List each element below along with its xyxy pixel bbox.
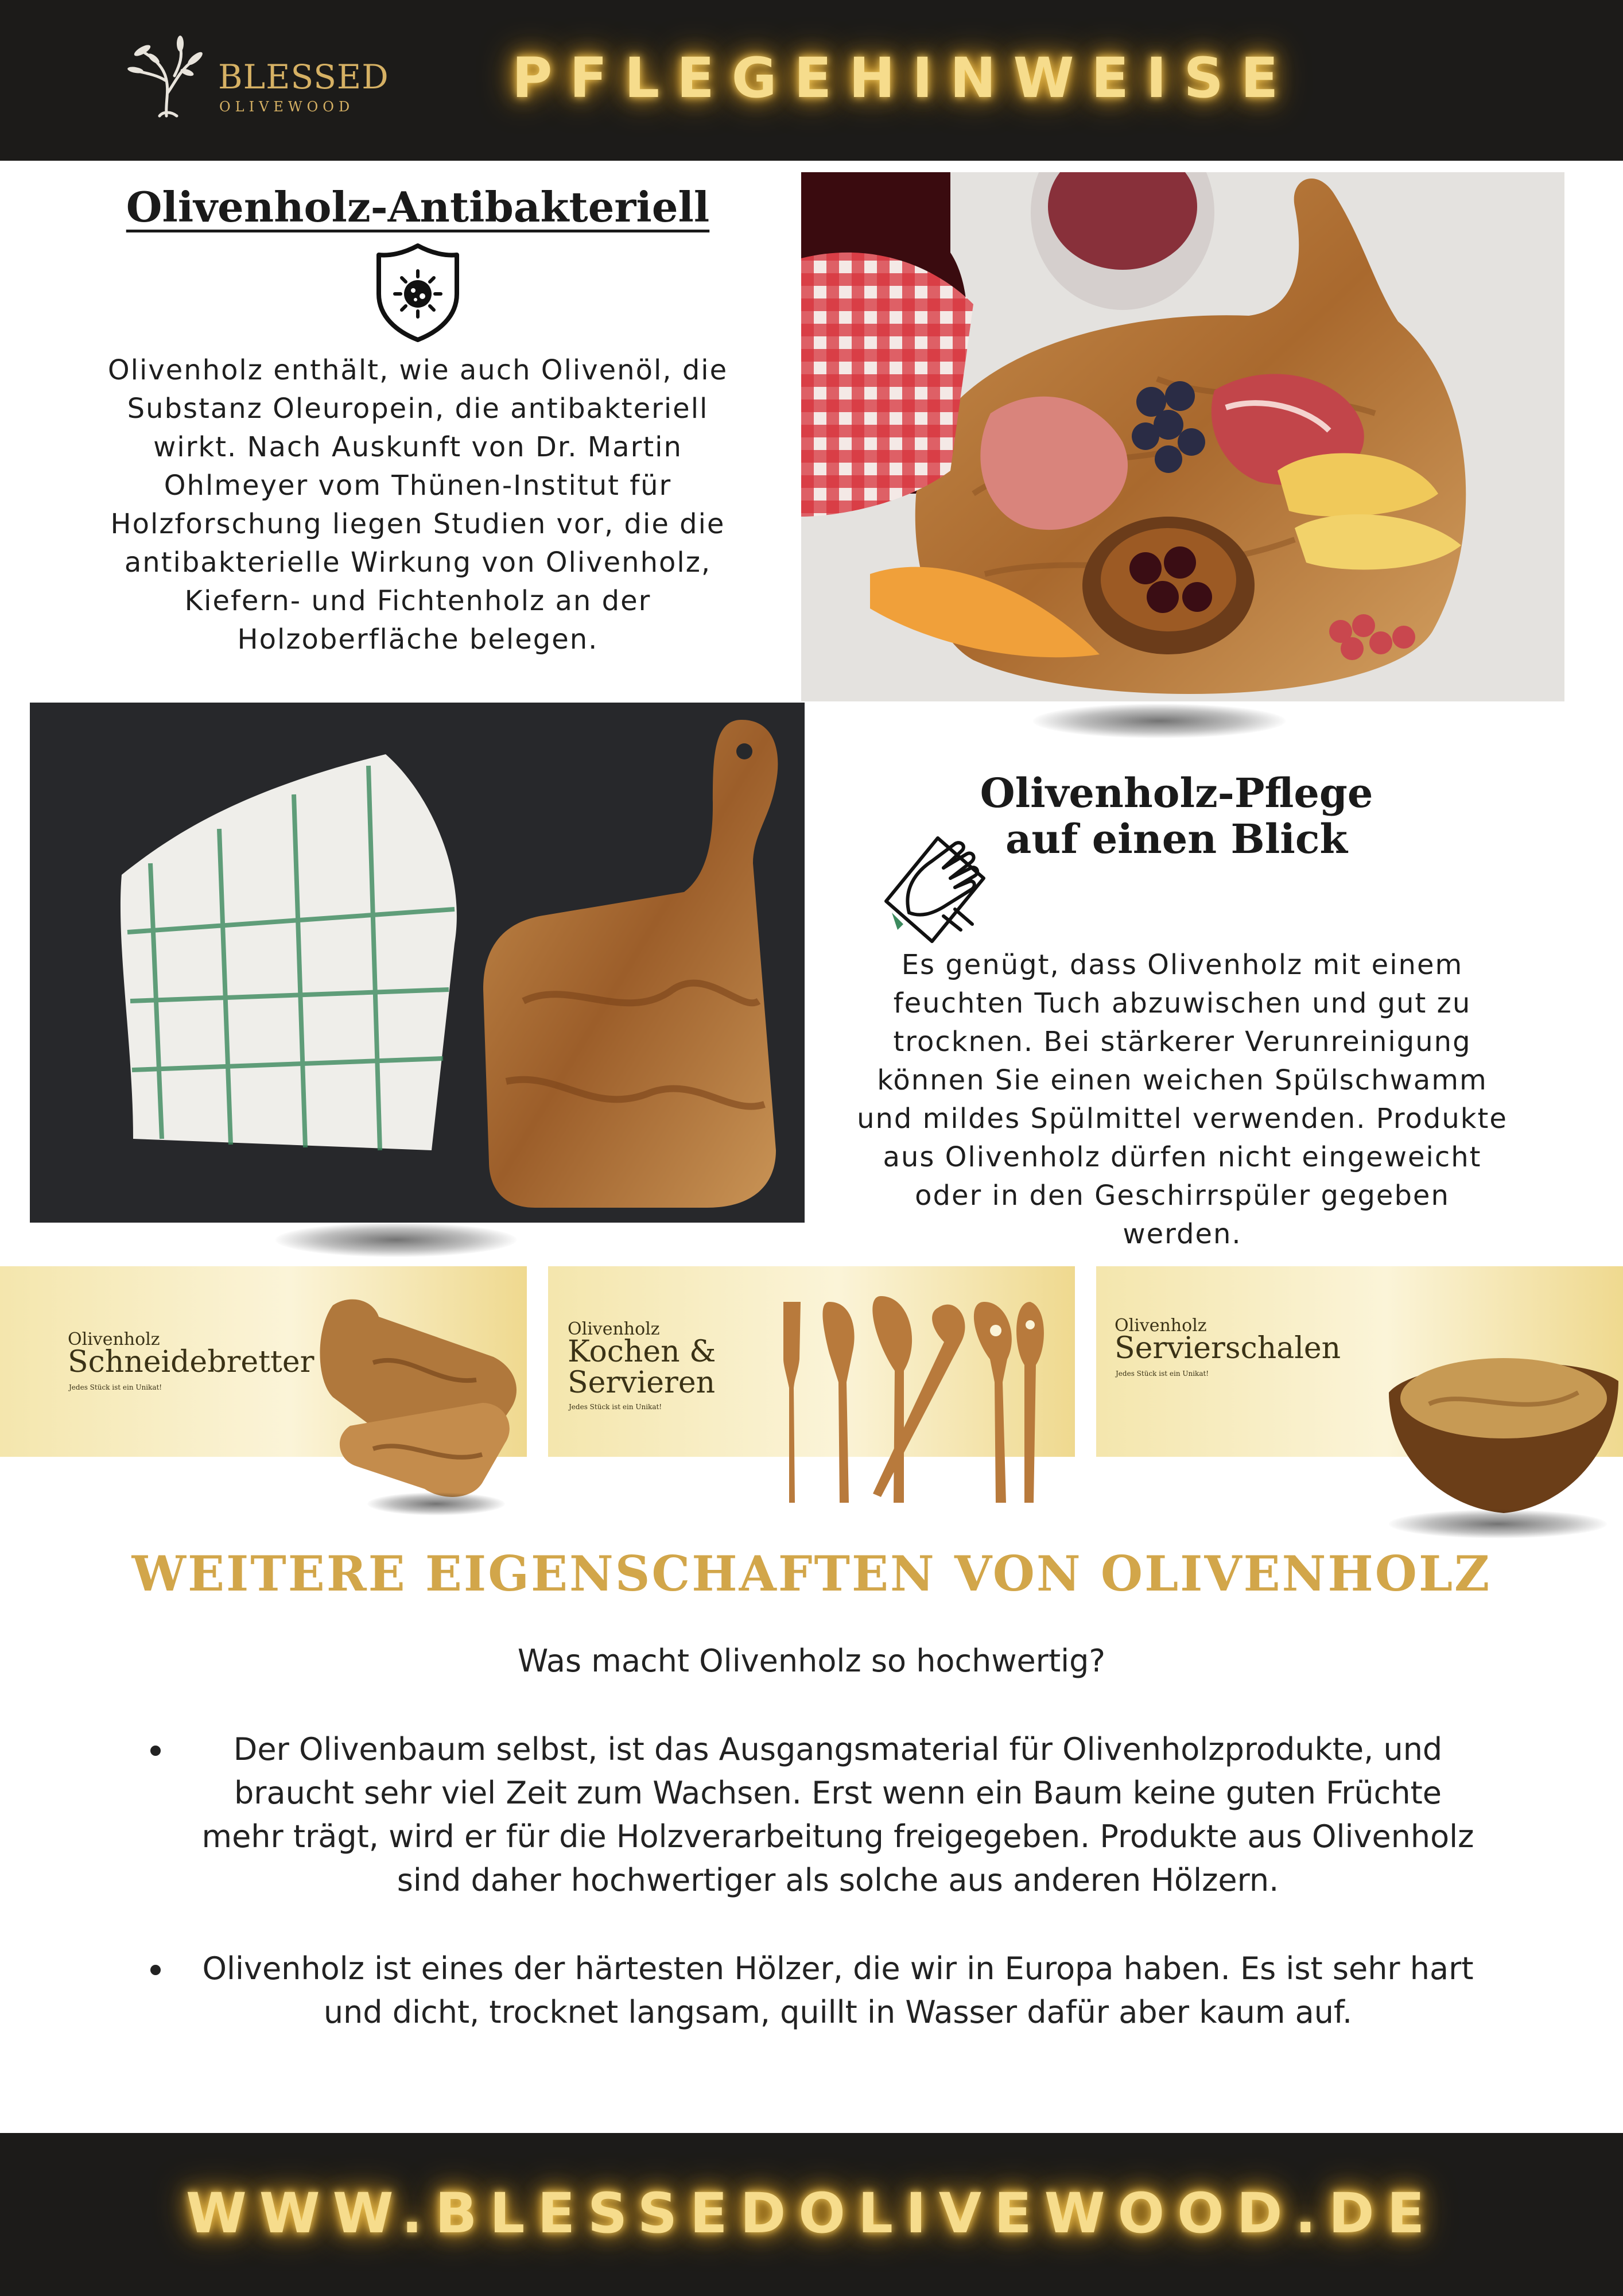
towel-and-cutting-board-photo: [30, 703, 805, 1223]
bullet-marker: [150, 1746, 161, 1756]
photo-shadow: [275, 1223, 517, 1257]
care-heading-line2: auf einen Blick: [1005, 815, 1348, 863]
category-kicker: Olivenholz: [1115, 1316, 1207, 1336]
antibacterial-heading: Olivenholz-Antibakteriell: [126, 183, 710, 231]
property-bullet: Olivenholz ist eines der härtesten Hölzer, die wir in Europa haben. Es ist sehr hart und dicht, trocknet langsam, quillt in Wasser dafür aber kaum auf.: [202, 1950, 1474, 2030]
page-title: PFLEGEHINWEISE: [512, 46, 1296, 110]
category-title: Servierschalen: [1115, 1331, 1341, 1366]
category-banner-cooking-serving[interactable]: [548, 1266, 1075, 1457]
care-heading: [884, 770, 1469, 862]
towel-board-illustration: [30, 703, 805, 1223]
property-bullet: Der Olivenbaum selbst, ist das Ausgangsmaterial für Olivenholzprodukte, und braucht sehr viel Zeit zum Wachsen. Erst wenn ein Baum keine guten Früchte mehr trägt, wird er für die Holzverarbeitung freigegeben. Produkte aus Olivenholz sind daher hochwertiger als solche aus anderen Hölzern.: [201, 1731, 1474, 1898]
category-kicker: Olivenholz: [568, 1319, 660, 1339]
logo-subtitle: OLIVEWOOD: [219, 99, 355, 115]
photo-shadow: [1033, 704, 1286, 738]
category-title-line2: Servieren: [568, 1366, 716, 1400]
bowl-product-icon: [1383, 1347, 1623, 1519]
olive-tree-icon: [125, 36, 211, 122]
care-text: Es genügt, dass Olivenholz mit einem feuchten Tuch abzuwischen und gut zu trocknen. Bei stärkerer Verunreinigung können Sie einen weichen Spülschwamm und mildes Spülmittel verwenden. Produkte aus Olivenholz dürfen nicht eingeweicht oder in den Geschirrspüler gegeben werden.: [857, 949, 1508, 1250]
properties-question: Was macht Olivenholz so hochwertig?: [517, 1643, 1106, 1679]
category-title-line1: Kochen &: [568, 1335, 716, 1369]
category-kicker: Olivenholz: [68, 1329, 160, 1349]
antibacterial-text: Olivenholz enthält, wie auch Olivenöl, die Substanz Oleuropein, die antibakteriell wirkt. Nach Auskunft von Dr. Martin Ohlmeyer vom Thünen-Institut für Holzforschung liegen Studien vor, die die antibakterielle Wirkung von Olivenholz, Kiefern- und Fichtenholz an der Holzoberfläche belegen.: [107, 354, 728, 656]
care-heading-line1: Olivenholz-Pflege: [980, 769, 1373, 817]
charcuterie-illustration: [801, 172, 1564, 701]
charcuterie-board-photo: [801, 172, 1564, 701]
category-banner-cutting-boards[interactable]: [0, 1266, 527, 1457]
bullet-marker: [150, 1965, 161, 1975]
category-title: Schneidebretter: [68, 1345, 314, 1379]
cutting-boards-product-icon: [310, 1294, 528, 1500]
product-shadow: [367, 1492, 505, 1515]
category-banner-serving-bowls[interactable]: [1096, 1266, 1623, 1457]
category-tagline: Jedes Stück ist ein Unikat!: [569, 1403, 662, 1411]
category-tagline: Jedes Stück ist ein Unikat!: [1116, 1370, 1209, 1378]
shield-virus-icon: [372, 241, 464, 344]
properties-heading: WEITERE EIGENSCHAFTEN VON OLIVENHOLZ: [131, 1545, 1492, 1602]
logo-wordmark: BLESSED: [218, 57, 389, 96]
category-tagline: Jedes Stück ist ein Unikat!: [69, 1383, 162, 1391]
website-link[interactable]: WWW.BLESSEDOLIVEWOOD.DE: [185, 2181, 1438, 2245]
product-shadow: [1389, 1510, 1607, 1538]
